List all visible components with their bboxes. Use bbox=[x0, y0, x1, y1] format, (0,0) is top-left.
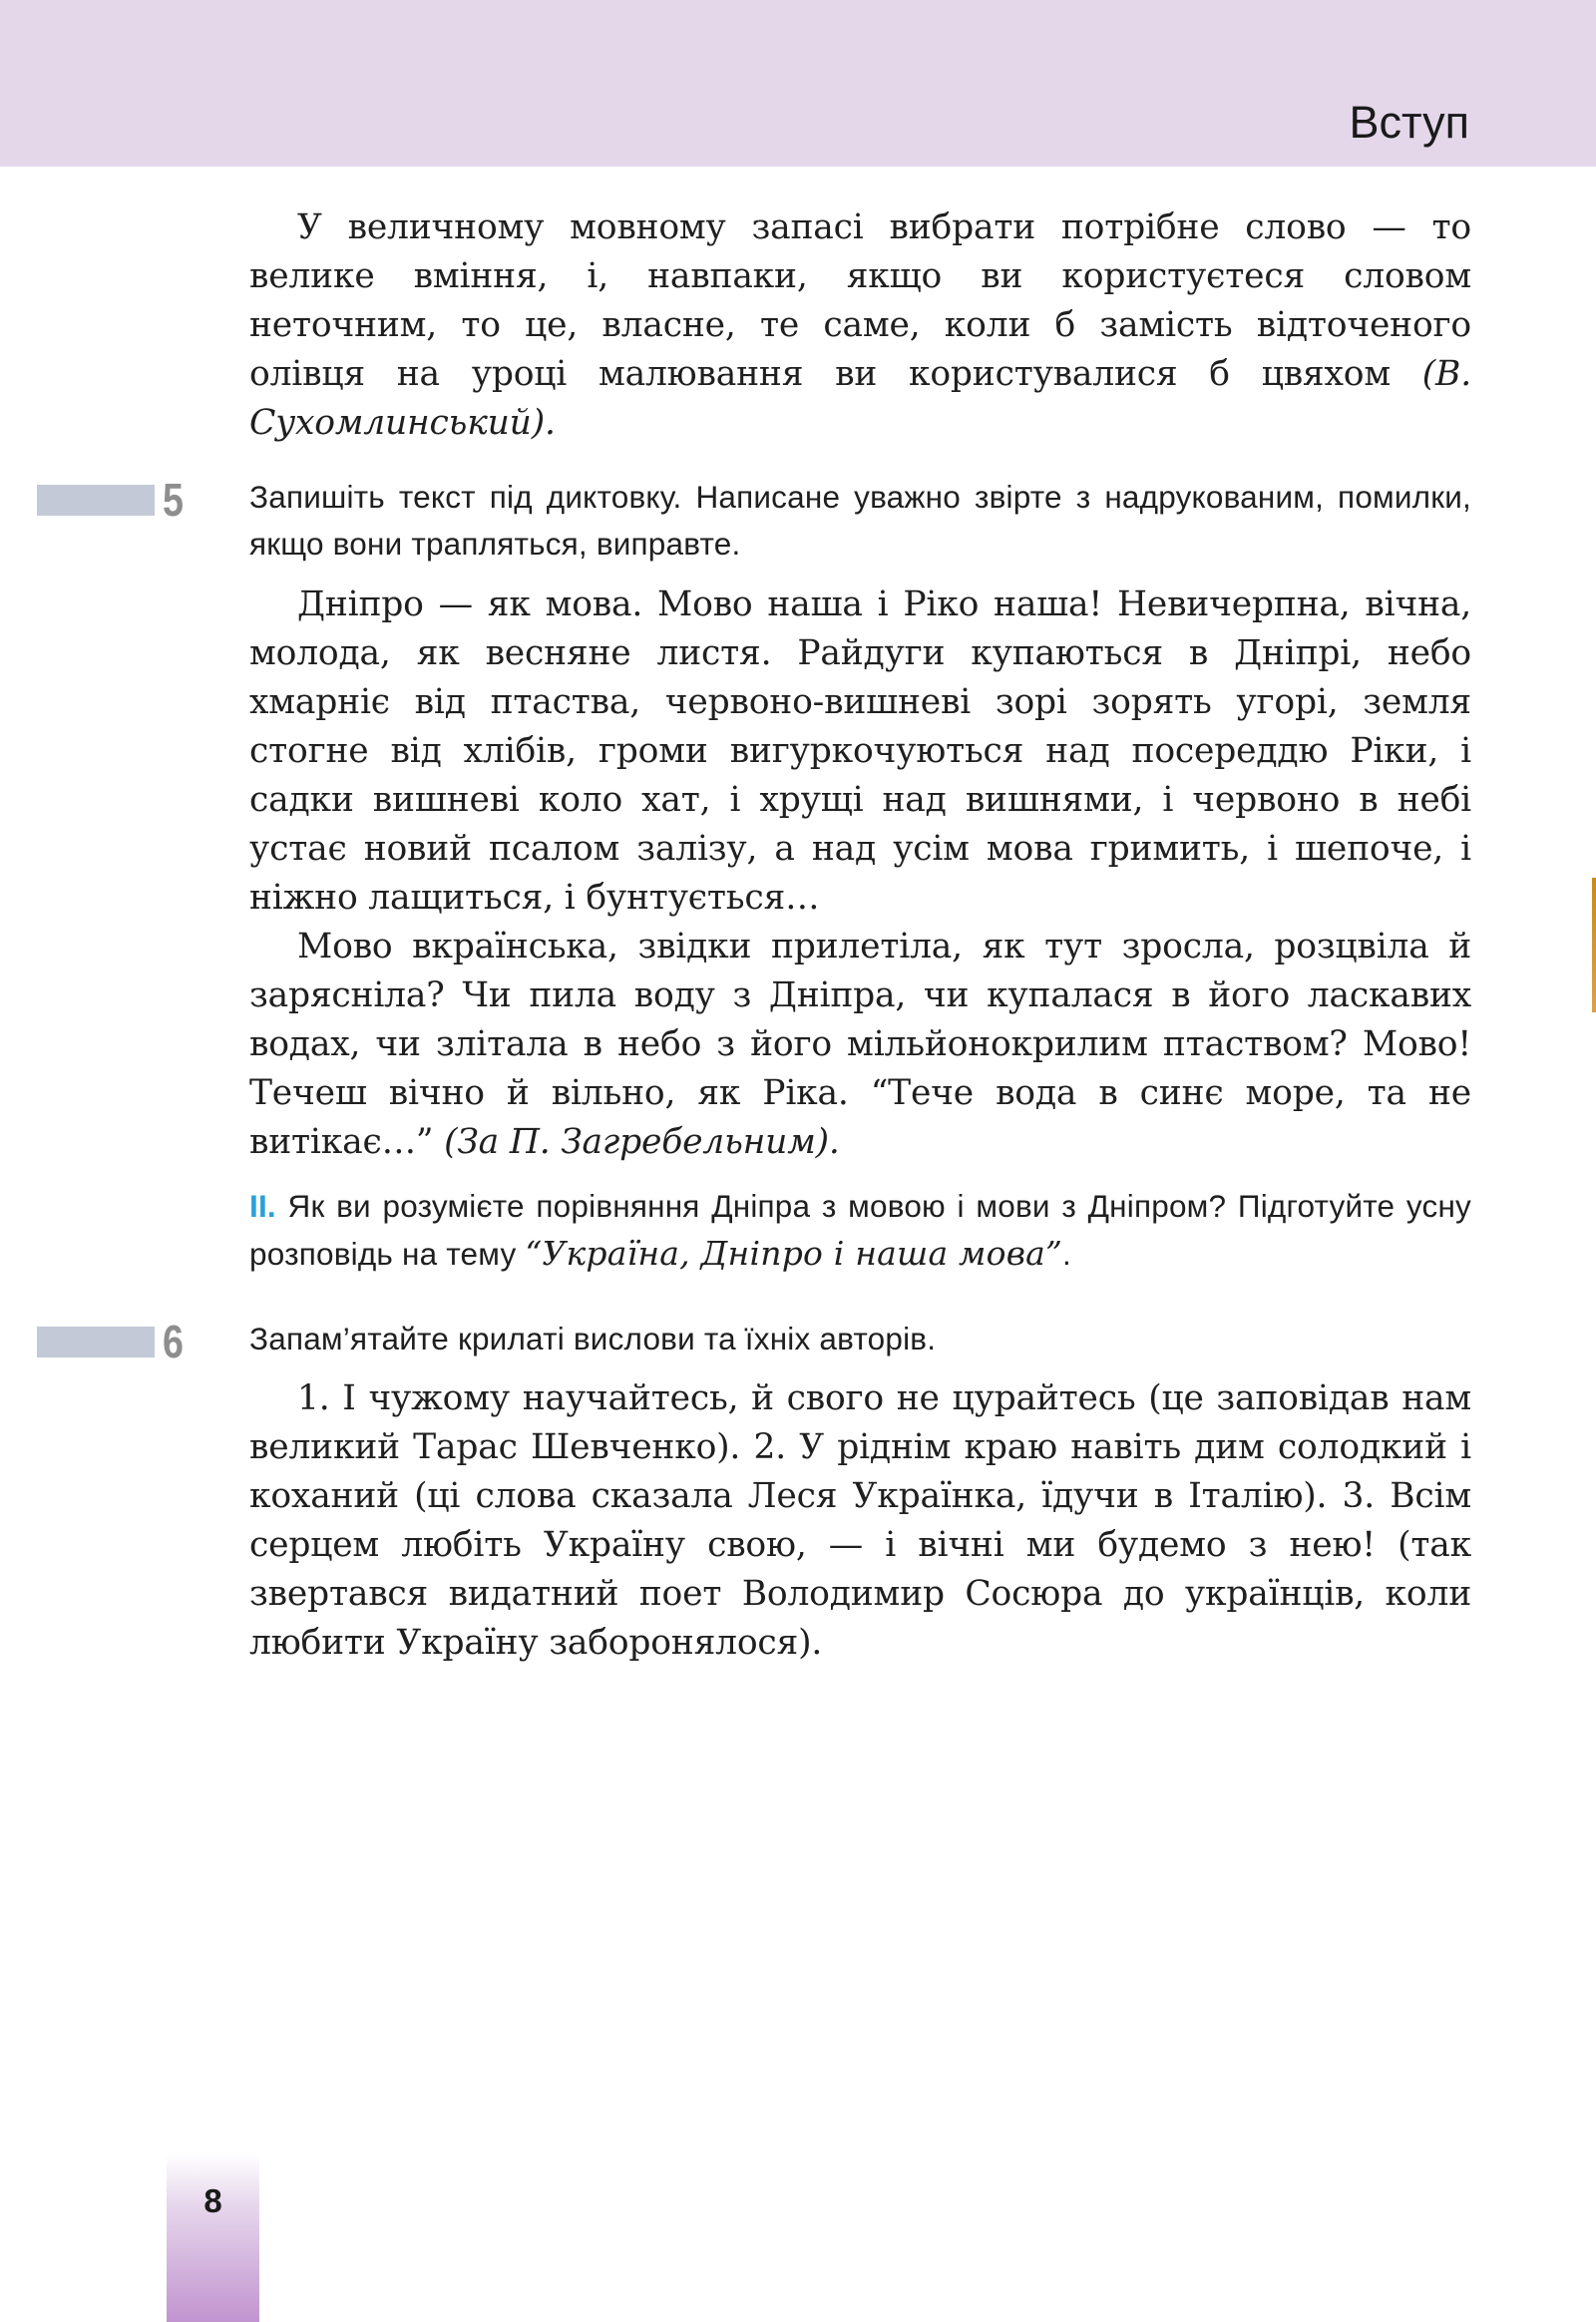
page-number-tab bbox=[167, 2154, 259, 2322]
task-5-number: 5 bbox=[163, 474, 184, 526]
intro-source: (В. Сухомлинський). bbox=[249, 354, 1471, 443]
intro-block bbox=[249, 203, 1471, 448]
page-header-title: Вступ bbox=[1349, 97, 1469, 148]
task-6-marker bbox=[37, 1327, 155, 1357]
task-6-instruction: Запам’ятайте крилаті вислови та їхніх авторів. bbox=[249, 1321, 937, 1356]
task-5-paragraph-1: Дніпро — як мова. Мово наша і Ріко наша! Невичерпна, вічна, молода, як весняне листя. Райдуги купаються в Дніпрі, небо хмарніє від птаства, червоно-вишневі зорі зорять угорі, земля стогне від хлібів, громи вигуркочуються над посереддю Ріки, і садки вишневі коло хат, і хрущі над вишнями, і червоно в небі устає новий псалом залізу, а над усім мова гримить, і шепоче, і ніжно лащиться, і бунтується… bbox=[249, 584, 1471, 918]
task-5-part-2 bbox=[249, 1183, 1471, 1278]
task-6-number: 6 bbox=[163, 1316, 184, 1367]
side-decoration bbox=[1592, 878, 1596, 1012]
task-6-paragraph: 1. І чужому научайтесь, й свого не цурайтесь (це заповідав нам великий Тарас Шевченко). 2. У ріднім краю навіть дим солодкий і коханий (ці слова сказала Леся Українка, їдучи в Італію). 3. Всім серцем любіть Україну свою, — і вічні ми будемо з нею! (так звертався видатний поет Володимир Сосюра до українців, коли любити Україну заборонялося). bbox=[249, 1378, 1471, 1663]
intro-text: У величному мовному запасі вибрати потрібне слово — то велике вміння, і, навпаки, якщо ви користуєтеся словом неточним, то це, власне, те саме, коли б замість відточеного олівця на уроці малювання ви користувалися б цвяхом bbox=[249, 207, 1471, 394]
task-5-paragraph-2-source: (За П. Загребельним). bbox=[444, 1122, 840, 1162]
part-2-label: II. bbox=[249, 1188, 276, 1224]
page-number: 8 bbox=[203, 2182, 222, 2219]
task-5-paragraph-2-text: Мово вкраїнська, звідки прилетіла, як тут зросла, розцвіла й зарясніла? Чи пила воду з Дніпра, чи купалася в його ласкавих водах, чи злітала в небо з його мільйонокрилим птаством? Мово! Течеш вічно й вільно, як Ріка. “Тече вода в синє море, та не витікає…” bbox=[249, 927, 1471, 1162]
task-6-block bbox=[249, 1316, 1471, 1668]
task-5-marker bbox=[37, 485, 155, 516]
part-2-topic: “Україна, Дніпро і наша мова” bbox=[525, 1234, 1063, 1273]
intro-paragraph bbox=[249, 203, 1471, 448]
task-5-instruction: Запишіть текст під диктовку. Написане уважно звірте з надрукованим, помилки, якщо вони трапляться, виправте. bbox=[249, 479, 1471, 562]
part-2-end: . bbox=[1062, 1236, 1071, 1272]
task-5-paragraph-2 bbox=[249, 923, 1471, 1167]
part-2-text: Як ви розумієте порівняння Дніпра з мовою і мови з Дніпром? Підготуйте усну розповідь на тему bbox=[249, 1188, 1471, 1272]
task-5-block bbox=[249, 474, 1471, 1278]
